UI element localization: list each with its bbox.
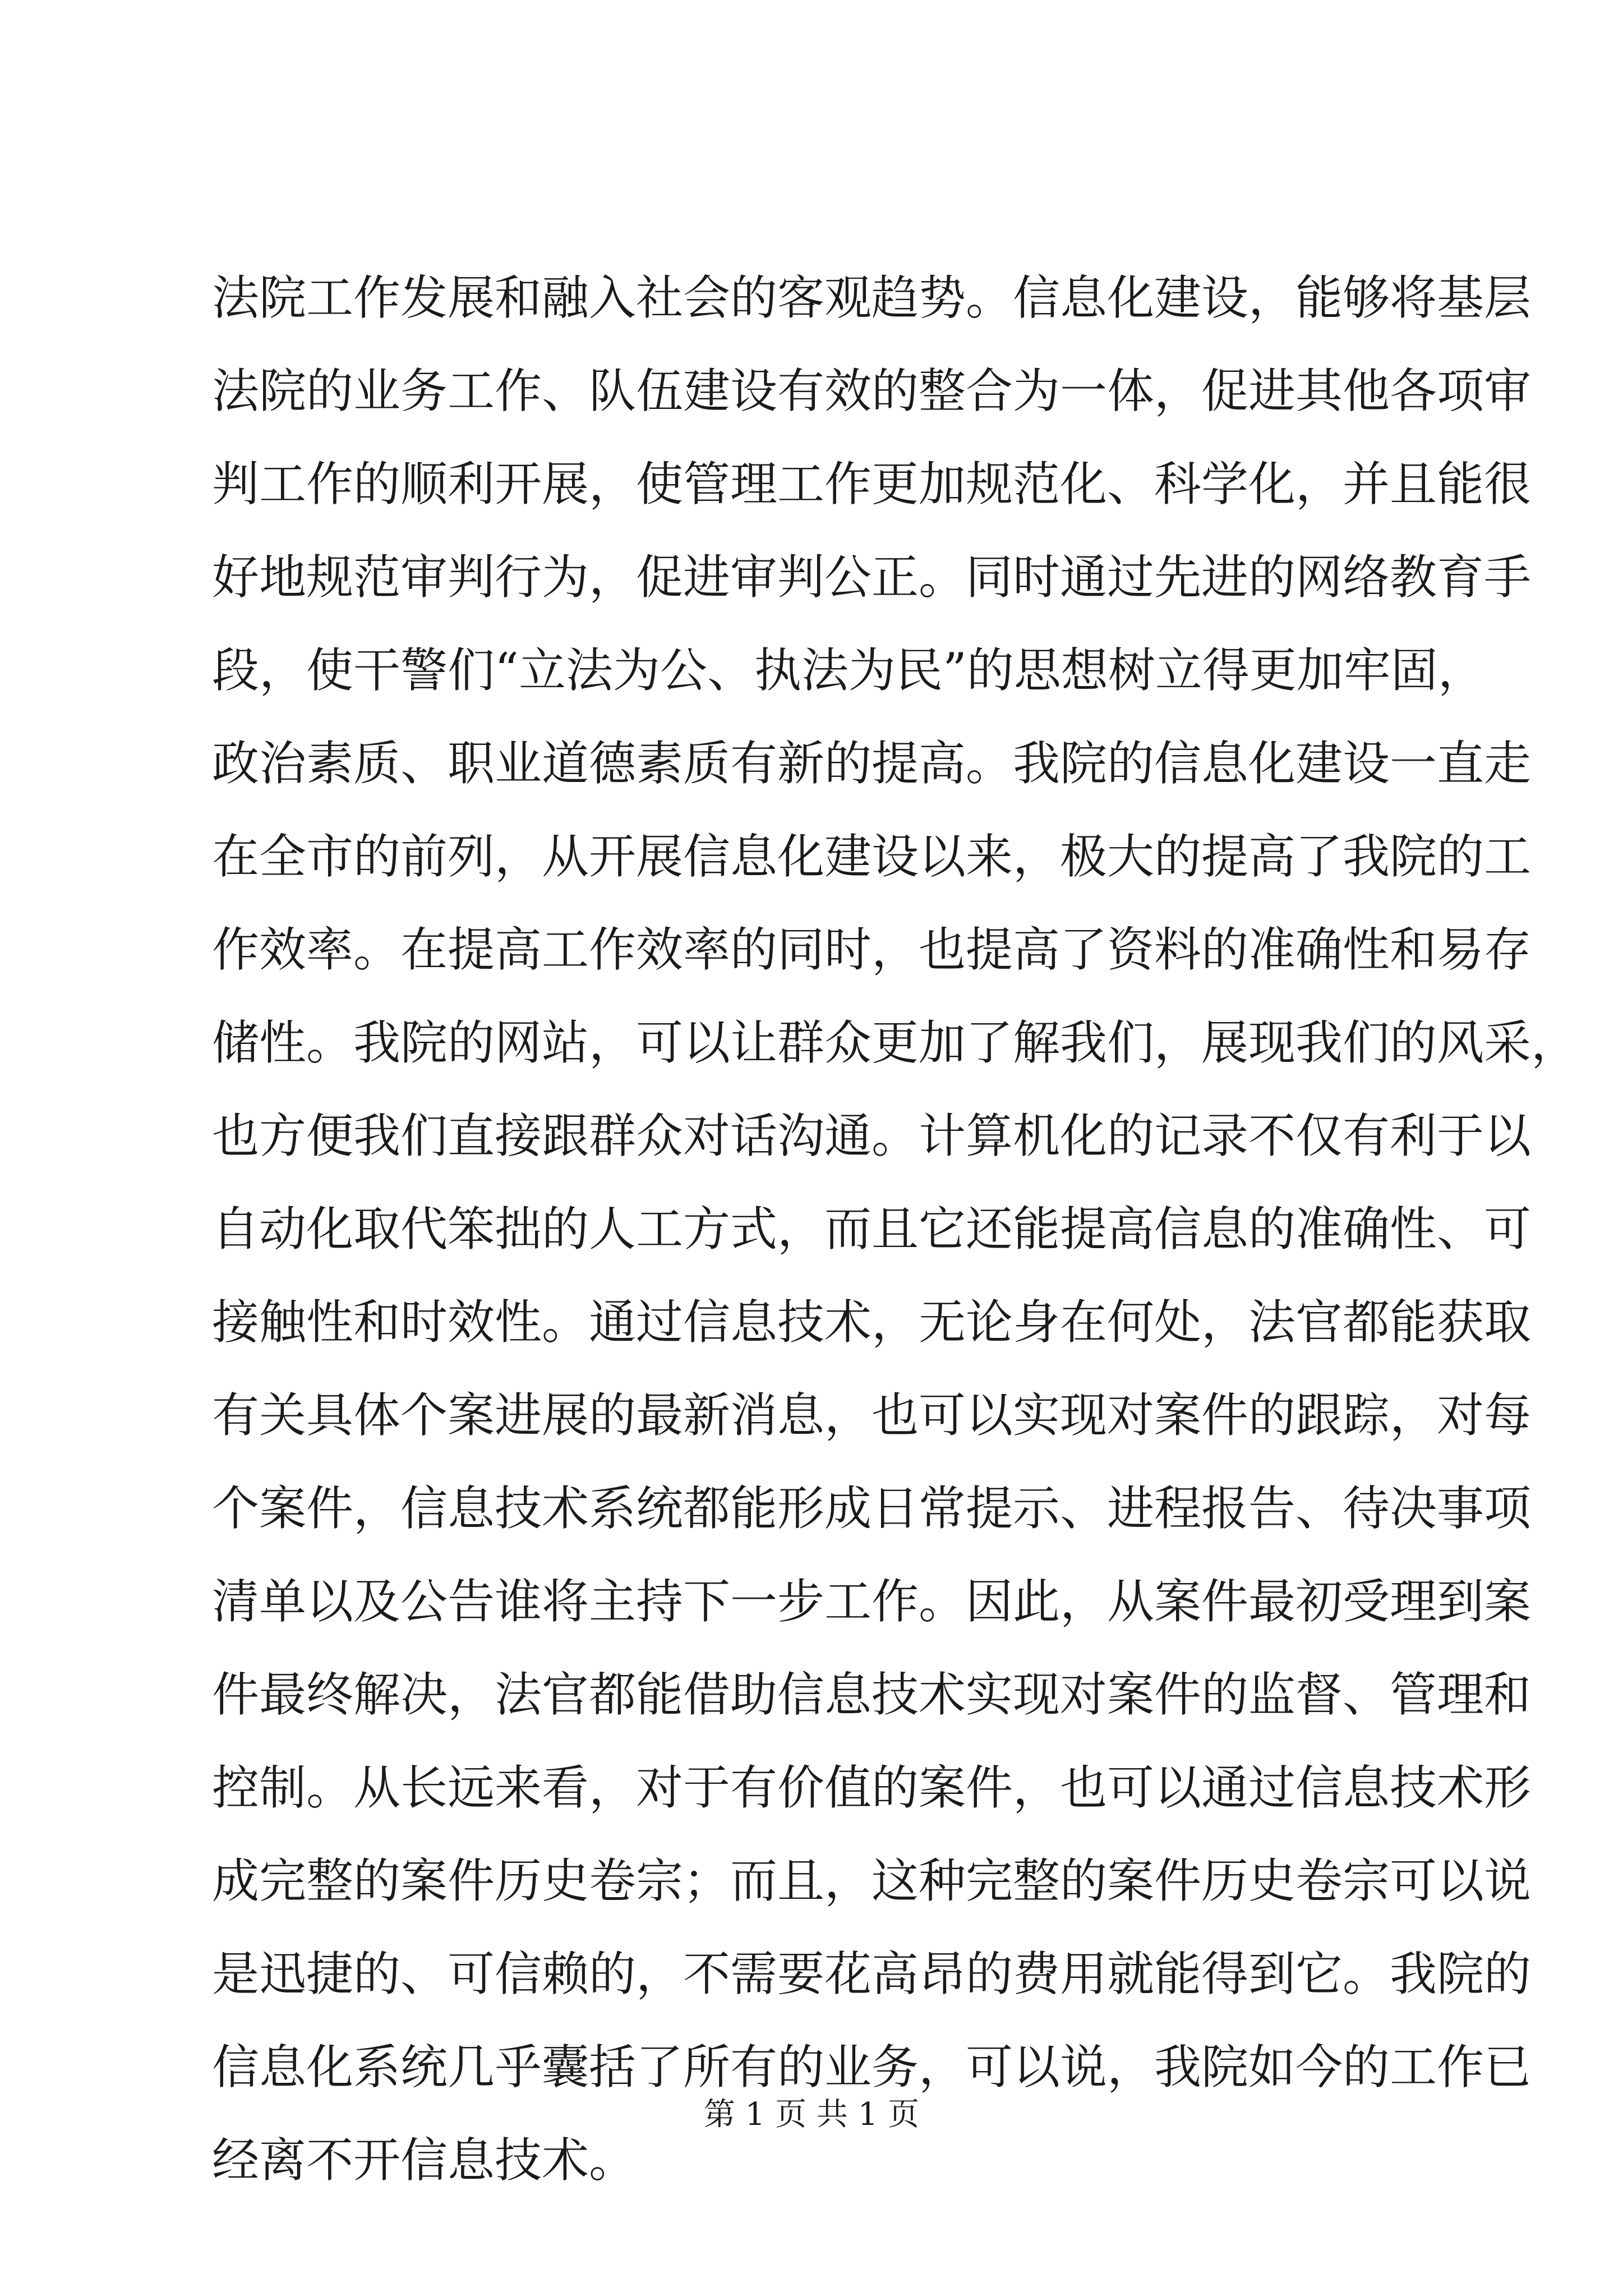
paragraph-line: 段，使干警们“立法为公、执法为民”的思想树立得更加牢固， <box>212 643 1485 698</box>
paragraph-line: 件最终解决，法官都能借助信息技术实现对案件的监督、管理和 <box>212 1667 1532 1722</box>
paragraph-line: 是迅捷的、可信赖的，不需要花高昂的费用就能得到它。我院的 <box>212 1947 1532 2001</box>
paragraph-line: 控制。从长远来看，对于有价值的案件，也可以通过信息技术形 <box>212 1760 1532 1815</box>
paragraph-line: 法院的业务工作、队伍建设有效的整合为一体，促进其他各项审 <box>212 364 1532 418</box>
paragraph-line: 政治素质、职业道德素质有新的提高。我院的信息化建设一直走 <box>212 736 1532 791</box>
paragraph-line: 法院工作发展和融入社会的客观趋势。信息化建设，能够将基层 <box>212 270 1532 325</box>
paragraph-line: 好地规范审判行为，促进审判公正。同时通过先进的网络教育手 <box>212 550 1532 605</box>
paragraph-line: 清单以及公告谁将主持下一步工作。因此，从案件最初受理到案 <box>212 1574 1532 1629</box>
paragraph-last-line: 经离不开信息技术。 <box>212 2133 637 2188</box>
paragraph-line: 判工作的顺利开展，使管理工作更加规范化、科学化，并且能很 <box>212 457 1532 512</box>
paragraph-line: 接触性和时效性。通过信息技术，无论身在何处，法官都能获取 <box>212 1295 1532 1350</box>
paragraph-line: 信息化系统几乎囊括了所有的业务，可以说，我院如今的工作已 <box>212 2040 1532 2095</box>
page-number-footer: 第 1 页 共 1 页 <box>703 2096 920 2133</box>
paragraph-line: 成完整的案件历史卷宗；而且，这种完整的案件历史卷宗可以说 <box>212 1853 1532 1908</box>
paragraph-line: 作效率。在提高工作效率的同时，也提高了资料的准确性和易存 <box>212 922 1532 977</box>
paragraph-line: 个案件，信息技术系统都能形成日常提示、进程报告、待决事项 <box>212 1481 1532 1536</box>
paragraph-line: 有关具体个案进展的最新消息，也可以实现对案件的跟踪，对每 <box>212 1388 1532 1443</box>
paragraph-line: 储性。我院的网站，可以让群众更加了解我们，展现我们的风采， <box>212 1015 1579 1070</box>
paragraph-line: 在全市的前列，从开展信息化建设以来，极大的提高了我院的工 <box>212 829 1532 884</box>
paragraph-line: 也方便我们直接跟群众对话沟通。计算机化的记录不仅有利于以 <box>212 1108 1532 1163</box>
body-paragraph <box>212 251 1579 2207</box>
paragraph-line: 自动化取代笨拙的人工方式，而且它还能提高信息的准确性、可 <box>212 1202 1532 1257</box>
